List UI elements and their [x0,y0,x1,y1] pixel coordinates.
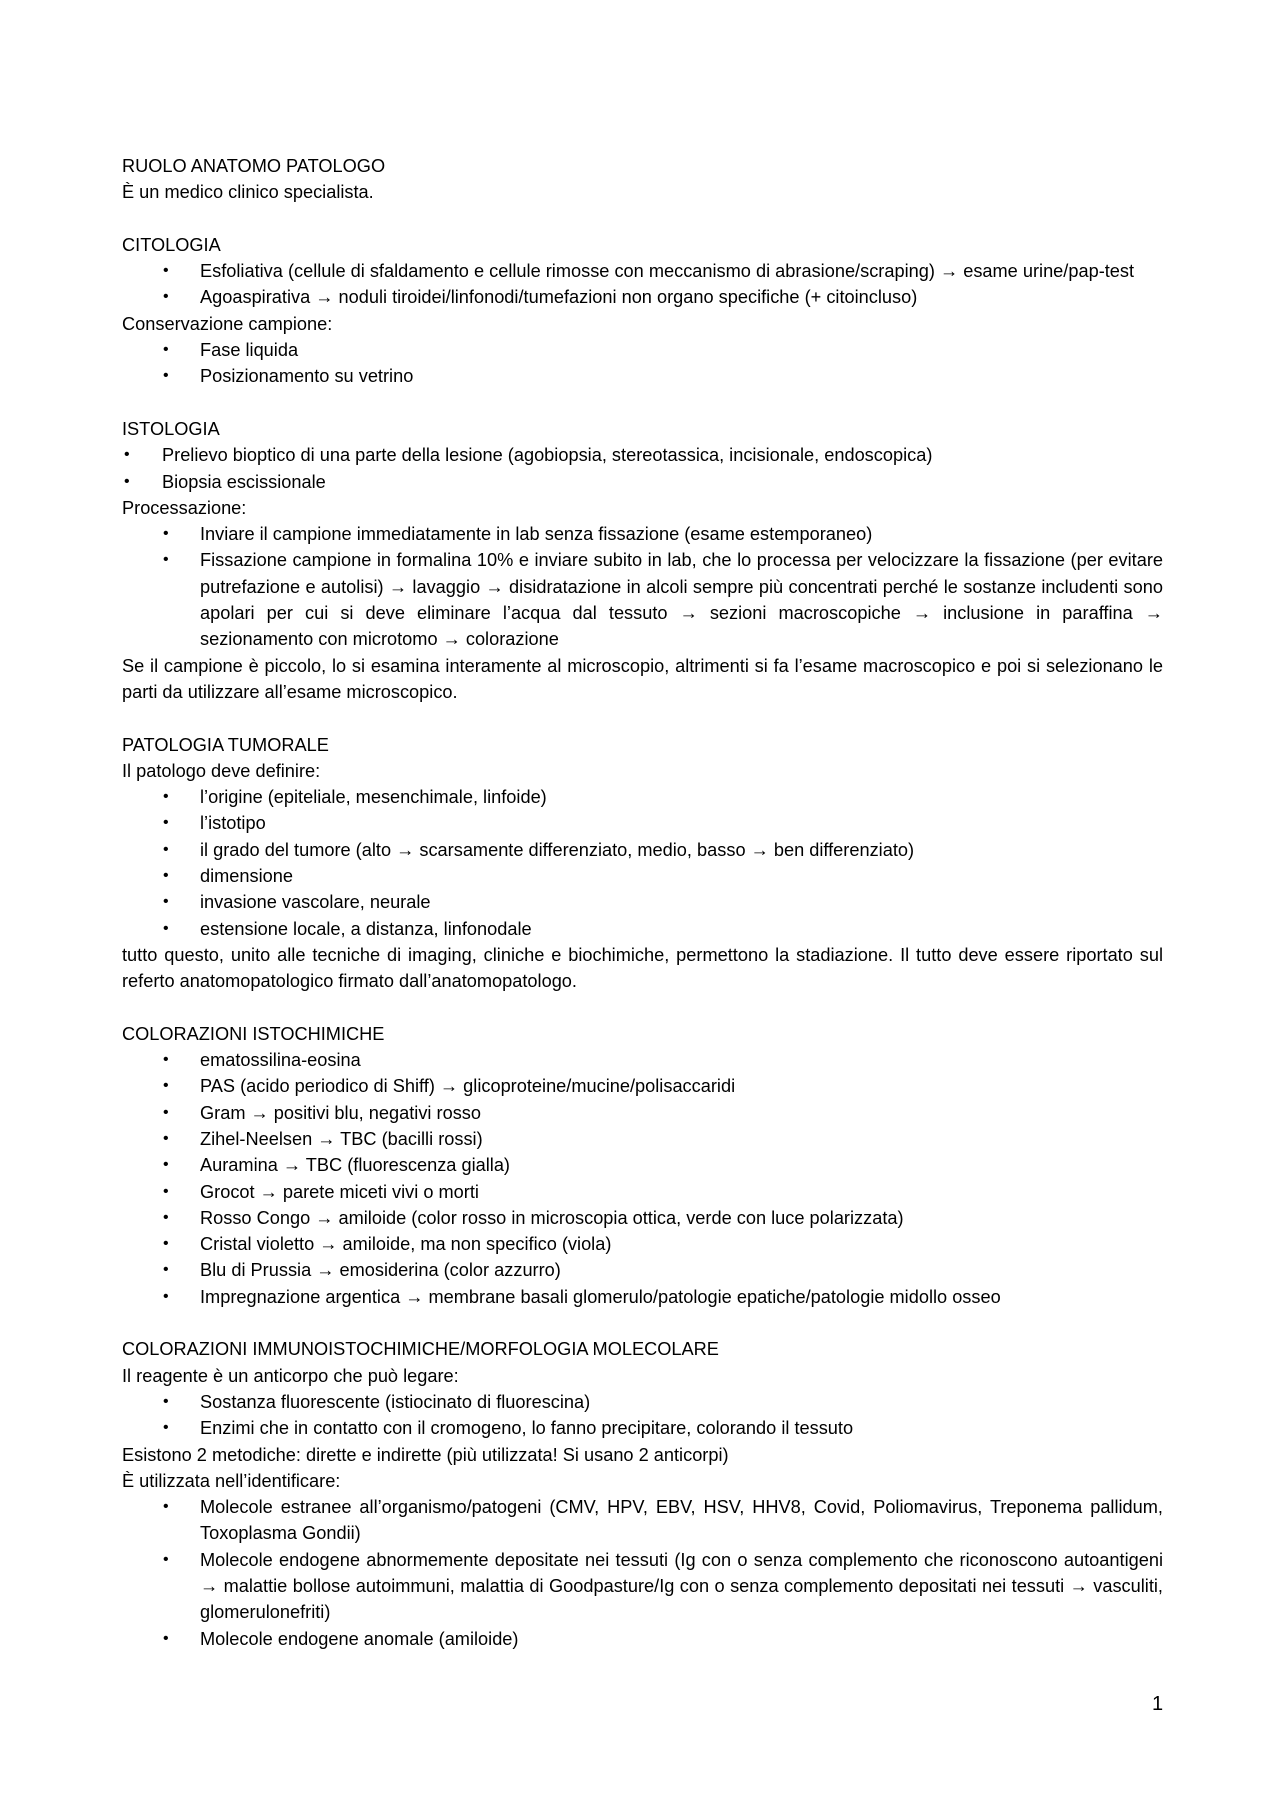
bullet-list [122,442,1163,495]
bullet-list [122,1494,1163,1652]
bullet-list [122,258,1163,311]
bullet-icon: • [163,1129,169,1147]
bullet-icon: • [124,472,130,490]
bullet-icon: • [163,1392,169,1410]
list-item: • l’origine (epiteliale, mesenchimale, linfoide) [122,784,1163,810]
bullet-icon: • [163,814,169,832]
bullet-icon: • [163,551,169,569]
bullet-list [122,784,1163,942]
list-item: • Enzimi che in contatto con il cromogeno, lo fanno precipitare, colorando il tessuto [122,1415,1163,1441]
section-heading: CITOLOGIA [122,234,221,255]
bullet-icon: • [163,1103,169,1121]
bullet-icon: • [163,1550,169,1568]
paragraph: tutto questo, unito alle tecniche di imaging, cliniche e biochimiche, permettono la stadiazione. Il tutto deve essere riportato sul referto anatomopatologico firmato dall’anatomopatologo. [122,944,1163,992]
list-item: • invasione vascolare, neurale [122,889,1163,915]
spacer [122,705,1163,731]
list-item: • Agoaspirativa → noduli tiroidei/linfonodi/tumefazioni non organo specifiche (+ citoincluso) [122,284,1163,310]
bullet-icon: • [163,1287,169,1305]
list-item: • Rosso Congo → amiloide (color rosso in microscopia ottica, verde con luce polarizzata) [122,1205,1163,1231]
list-item: • estensione locale, a distanza, linfonodale [122,916,1163,942]
intro-line: Il reagente è un anticorpo che può legare: [122,1365,459,1386]
bullet-list [122,1047,1163,1310]
list-item: • l’istotipo [122,810,1163,836]
bullet-icon: • [163,840,169,858]
bullet-icon: • [163,288,169,306]
spacer [122,1310,1163,1336]
document-body [122,153,1163,1652]
section-heading: COLORAZIONI ISTOCHIMICHE [122,1023,385,1044]
bullet-icon: • [163,262,169,280]
list-item: • PAS (acido periodico di Shiff) → glicoproteine/mucine/polisaccaridi [122,1073,1163,1099]
paragraph: È utilizzata nell’identificare: [122,1470,341,1491]
section-heading: COLORAZIONI IMMUNOISTOCHIMICHE/MORFOLOGIA MOLECOLARE [122,1339,719,1360]
list-item: • Molecole endogene abnormemente depositate nei tessuti (Ig con o senza complemento che riconoscono autoantigeni → malattie bollose autoimmuni, malattia di Goodpasture/Ig con o senza complemento depositati nei tessuti → vasculiti, glomerulonefriti) [122,1547,1163,1626]
bullet-icon: • [163,525,169,543]
paragraph: Esistono 2 metodiche: dirette e indirette (più utilizzata! Si usano 2 anticorpi) [122,1444,729,1465]
list-item: • Blu di Prussia → emosiderina (color azzurro) [122,1257,1163,1283]
list-item: • Biopsia escissionale [122,469,1163,495]
bullet-icon: • [163,1235,169,1253]
list-item: • Esfoliativa (cellule di sfaldamento e cellule rimosse con meccanismo di abrasione/scraping) → esame urine/pap-test [122,258,1163,284]
bullet-list [122,337,1163,390]
list-item: • Molecole estranee all’organismo/patogeni (CMV, HPV, EBV, HSV, HHV8, Covid, Poliomavirus, Treponema pallidum, Toxoplasma Gondii) [122,1494,1163,1547]
bullet-icon: • [163,1156,169,1174]
bullet-icon: • [163,367,169,385]
section-heading: PATOLOGIA TUMORALE [122,734,329,755]
bullet-icon: • [163,919,169,937]
page-number: 1 [1152,1693,1164,1715]
list-item: • Sostanza fluorescente (istiocinato di fluorescina) [122,1389,1163,1415]
subheading: Conservazione campione: [122,313,333,334]
bullet-icon: • [163,1182,169,1200]
list-item: • Zihel-Neelsen → TBC (bacilli rossi) [122,1126,1163,1152]
bullet-icon: • [163,893,169,911]
bullet-icon: • [163,1498,169,1516]
bullet-icon: • [163,1261,169,1279]
bullet-icon: • [163,1419,169,1437]
list-item: • Gram → positivi blu, negativi rosso [122,1100,1163,1126]
bullet-icon: • [163,1629,169,1647]
bullet-icon: • [124,446,130,464]
list-item: • Grocot → parete miceti vivi o morti [122,1179,1163,1205]
list-item: • Prelievo bioptico di una parte della lesione (agobiopsia, stereotassica, incisionale, endoscopica) [122,442,1163,468]
spacer [122,206,1163,232]
bullet-icon: • [163,1208,169,1226]
list-item: • Fase liquida [122,337,1163,363]
list-item: • ematossilina-eosina [122,1047,1163,1073]
section-heading: RUOLO ANATOMO PATOLOGO [122,156,386,176]
list-item: • Molecole endogene anomale (amiloide) [122,1626,1163,1652]
spacer [122,995,1163,1021]
list-item: • Impregnazione argentica → membrane basali glomerulo/patologie epatiche/patologie midollo osseo [122,1284,1163,1310]
bullet-icon: • [163,867,169,885]
paragraph: Se il campione è piccolo, lo si esamina interamente al microscopio, altrimenti si fa l’esame macroscopico e poi si selezionano le parti da utilizzare all’esame microscopico. [122,655,1163,702]
list-item: • il grado del tumore (alto → scarsamente differenziato, medio, basso → ben differenziato) [122,837,1163,863]
list-item: • Auramina → TBC (fluorescenza gialla) [122,1152,1163,1178]
bullet-icon: • [163,341,169,359]
section-heading: ISTOLOGIA [122,418,220,439]
bullet-list [122,1389,1163,1442]
bullet-icon: • [163,1077,169,1095]
list-item: • Fissazione campione in formalina 10% e inviare subito in lab, che lo processa per velocizzare la fissazione (per evitare putrefazione e autolisi) → lavaggio → disidratazione in alcoli sempre più concentrati perché le sostanze includenti sono apolari per cui si deve eliminare l’acqua dal tessuto → sezioni macroscopiche → inclusione in paraffina → sezionamento con microtomo → colorazione [122,547,1163,652]
list-item: • dimensione [122,863,1163,889]
subheading: Processazione: [122,497,247,518]
bullet-icon: • [163,788,169,806]
paragraph: È un medico clinico specialista. [122,182,374,203]
intro-line: Il patologo deve definire: [122,760,321,781]
list-item: • Cristal violetto → amiloide, ma non specifico (viola) [122,1231,1163,1257]
bullet-icon: • [163,1051,169,1069]
list-item: • Inviare il campione immediatamente in lab senza fissazione (esame estemporaneo) [122,521,1163,547]
spacer [122,390,1163,416]
bullet-list [122,521,1163,652]
list-item: • Posizionamento su vetrino [122,363,1163,389]
